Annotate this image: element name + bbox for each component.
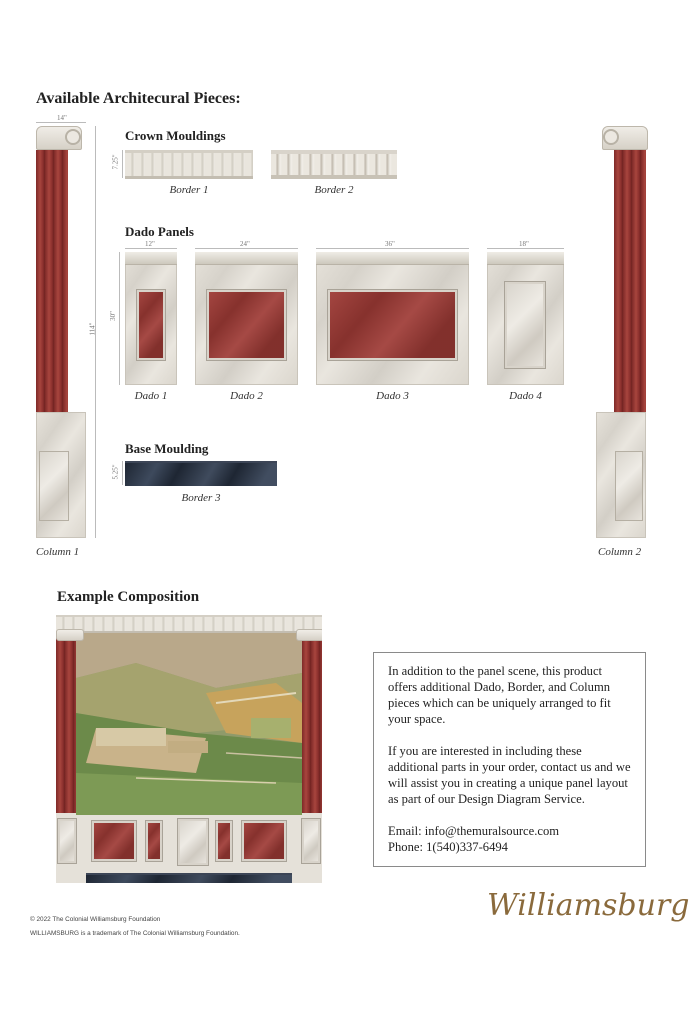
crown-mouldings-title: Crown Mouldings xyxy=(125,128,226,143)
dado-2-panel xyxy=(195,252,298,385)
example-composition-image xyxy=(56,615,322,883)
contact-phone[interactable]: Phone: 1(540)337-6494 xyxy=(388,840,508,854)
base-moulding-title: Base Moulding xyxy=(125,441,209,456)
column-height-label: 114" xyxy=(88,322,97,336)
dado-3-width: 36" xyxy=(385,240,395,248)
column-capital xyxy=(36,126,82,150)
dado-2-label: Dado 2 xyxy=(230,390,263,402)
border-2-label: Border 2 xyxy=(314,184,354,196)
dado-3-panel xyxy=(316,252,469,385)
dado-1-width: 12" xyxy=(145,240,155,248)
crown-height-label: 7.25" xyxy=(111,154,120,170)
copyright-line: © 2022 The Colonial Williamsburg Foundation xyxy=(30,916,161,923)
border-3-label: Border 3 xyxy=(181,492,221,504)
dado-1-label: Dado 1 xyxy=(134,390,168,402)
dado-4-width: 18" xyxy=(519,240,529,248)
column-width-label: 14" xyxy=(57,114,67,122)
landscape-painting xyxy=(76,633,302,815)
column-pedestal xyxy=(36,412,86,538)
column-shaft xyxy=(36,150,68,412)
column-pedestal xyxy=(596,412,646,538)
dado-3-label: Dado 3 xyxy=(376,390,409,402)
info-paragraph-2: If you are interested in including these additional parts in your order, contact us and we will assist you in creating a unique panel layout as part of our Design Diagram Service. xyxy=(388,744,631,806)
border-1-label: Border 1 xyxy=(169,184,209,196)
example-composition-title: Example Composition xyxy=(57,589,200,605)
dado-height-label: 30" xyxy=(108,311,117,321)
column-1-label: Column 1 xyxy=(36,546,80,558)
border-1-moulding xyxy=(125,150,253,179)
page-heading: Available Architecural Pieces: xyxy=(36,90,241,107)
info-textbox xyxy=(373,652,646,867)
dado-panels-title: Dado Panels xyxy=(125,224,194,239)
border-3-moulding xyxy=(125,461,277,486)
column-2 xyxy=(596,126,646,538)
info-paragraph-1: In addition to the panel scene, this product offers additional Dado, Border, and Column pieces which can be uniquely arranged to fit your space. xyxy=(388,664,611,726)
dado-2-width: 24" xyxy=(240,240,250,248)
column-capital xyxy=(602,126,648,150)
dado-1-panel xyxy=(125,252,177,385)
contact-email[interactable]: Email: info@themuralsource.com xyxy=(388,824,560,838)
column-shaft xyxy=(614,150,646,412)
dado-4-label: Dado 4 xyxy=(509,390,542,402)
border-2-moulding xyxy=(271,150,397,179)
column-1 xyxy=(36,126,86,538)
williamsburg-logo: Williamsburg xyxy=(487,888,690,923)
column-2-label: Column 2 xyxy=(598,546,642,558)
dado-4-panel xyxy=(487,252,564,385)
trademark-line: WILLIAMSBURG is a trademark of The Colonial Williamsburg Foundation. xyxy=(30,930,240,937)
base-height-label: 5.25" xyxy=(111,464,120,480)
